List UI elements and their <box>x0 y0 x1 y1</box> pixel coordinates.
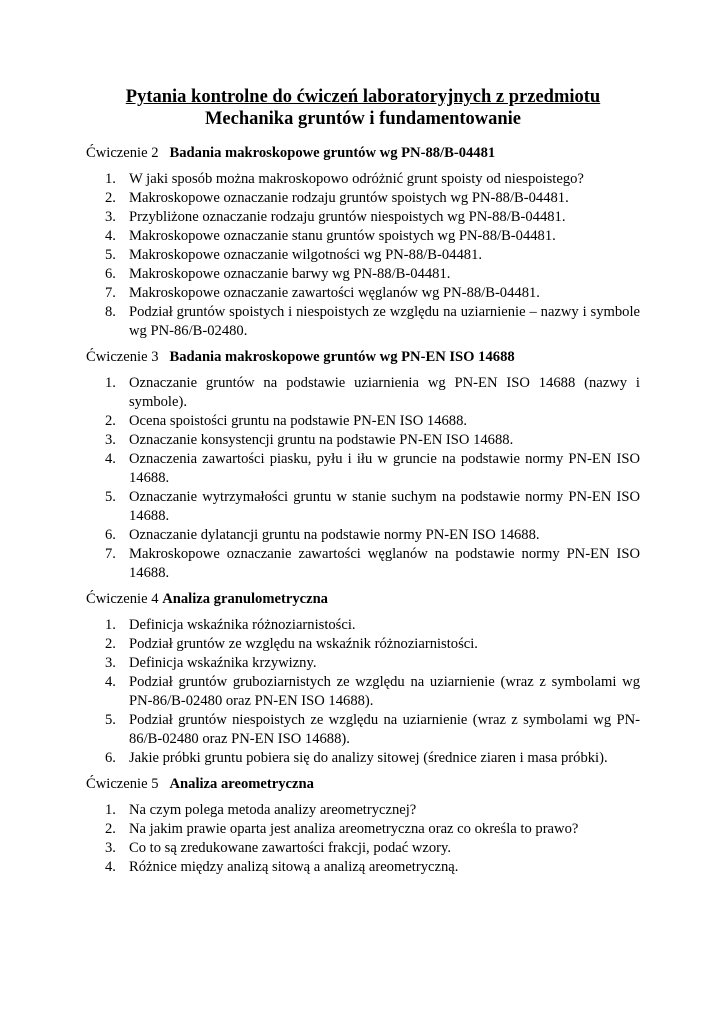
question-number: 6. <box>105 750 116 766</box>
question-text: Podział gruntów niespoistych ze względu na uziarnienie (wraz z symbolami wg PN-86/B-02480 oraz PN-EN ISO 14688). <box>129 712 640 747</box>
question-number: 2. <box>105 413 116 429</box>
question-number: 6. <box>105 266 116 282</box>
question-item <box>105 170 640 189</box>
question-item <box>105 858 640 877</box>
question-number: 7. <box>105 546 116 562</box>
question-number: 7. <box>105 285 116 301</box>
question-text: Makroskopowe oznaczanie rodzaju gruntów spoistych wg PN-88/B-04481. <box>129 190 569 206</box>
question-text: Oznaczanie dylatancji gruntu na podstawie normy PN-EN ISO 14688. <box>129 527 540 543</box>
question-item <box>105 749 640 768</box>
question-number: 4. <box>105 228 116 244</box>
question-item <box>105 488 640 526</box>
question-item <box>105 189 640 208</box>
question-text: Podział gruntów spoistych i niespoistych ze względu na uziarnienie – nazwy i symbole wg PN-86/B-02480. <box>129 304 640 339</box>
question-number: 4. <box>105 674 116 690</box>
question-item <box>105 635 640 654</box>
question-list <box>86 374 640 583</box>
question-text: Podział gruntów gruboziarnistych ze względu na uziarnienie (wraz z symbolami wg PN-86/B-02480 oraz PN-EN ISO 14688). <box>129 674 640 709</box>
question-text: Oznaczanie wytrzymałości gruntu w stanie suchym na podstawie normy PN-EN ISO 14688. <box>129 489 640 524</box>
section-heading <box>86 775 640 794</box>
section-name: Badania makroskopowe gruntów wg PN-EN ISO 14688 <box>169 349 515 365</box>
question-number: 4. <box>105 451 116 467</box>
question-number: 2. <box>105 636 116 652</box>
question-number: 1. <box>105 802 116 818</box>
section-heading <box>86 144 640 163</box>
question-text: Makroskopowe oznaczanie zawartości węglanów na podstawie normy PN-EN ISO 14688. <box>129 546 640 581</box>
exercise-section <box>86 590 640 768</box>
question-item <box>105 711 640 749</box>
question-item <box>105 820 640 839</box>
sections-container <box>86 144 640 877</box>
section-label: Ćwiczenie 5 <box>86 776 159 792</box>
title-line-1: Pytania kontrolne do ćwiczeń laboratoryjnych z przedmiotu <box>125 87 601 107</box>
question-text: Jakie próbki gruntu pobiera się do analizy sitowej (średnice ziaren i masa próbki). <box>129 750 608 766</box>
question-text: Makroskopowe oznaczanie barwy wg PN-88/B-04481. <box>129 266 451 282</box>
question-text: Ocena spoistości gruntu na podstawie PN-EN ISO 14688. <box>129 413 468 429</box>
section-name: Analiza areometryczna <box>169 776 314 792</box>
question-text: W jaki sposób można makroskopowo odróżnić grunt spoisty od niespoistego? <box>129 171 584 187</box>
question-number: 1. <box>105 375 116 391</box>
question-item <box>105 801 640 820</box>
question-item <box>105 208 640 227</box>
question-item <box>105 431 640 450</box>
question-number: 8. <box>105 304 116 320</box>
question-number: 4. <box>105 859 116 875</box>
section-label: Ćwiczenie 3 <box>86 349 159 365</box>
question-number: 5. <box>105 712 116 728</box>
exercise-section <box>86 348 640 583</box>
question-item <box>105 246 640 265</box>
question-item <box>105 265 640 284</box>
question-number: 1. <box>105 617 116 633</box>
question-number: 5. <box>105 247 116 263</box>
question-text: Makroskopowe oznaczanie wilgotności wg PN-88/B-04481. <box>129 247 483 263</box>
question-item <box>105 303 640 341</box>
question-item <box>105 526 640 545</box>
title-line-2: Mechanika gruntów i fundamentowanie <box>204 109 522 129</box>
question-item <box>105 450 640 488</box>
question-number: 3. <box>105 840 116 856</box>
question-text: Definicja wskaźnika krzywizny. <box>129 655 317 671</box>
section-name: Analiza granulometryczna <box>162 591 328 607</box>
question-number: 2. <box>105 190 116 206</box>
question-item <box>105 412 640 431</box>
question-item <box>105 227 640 246</box>
question-number: 1. <box>105 171 116 187</box>
question-number: 3. <box>105 432 116 448</box>
section-name: Badania makroskopowe gruntów wg PN-88/B-04481 <box>169 145 496 161</box>
question-item <box>105 839 640 858</box>
question-text: Oznaczanie konsystencji gruntu na podstawie PN-EN ISO 14688. <box>129 432 514 448</box>
question-text: Makroskopowe oznaczanie stanu gruntów spoistych wg PN-88/B-04481. <box>129 228 556 244</box>
question-text: Oznaczenia zawartości piasku, pyłu i iłu w gruncie na podstawie normy PN-EN ISO 14688. <box>129 451 640 486</box>
section-label: Ćwiczenie 4 <box>86 591 159 607</box>
question-text: Makroskopowe oznaczanie zawartości węglanów wg PN-88/B-04481. <box>129 285 540 301</box>
section-label: Ćwiczenie 2 <box>86 145 159 161</box>
document-title <box>86 86 640 130</box>
question-item <box>105 654 640 673</box>
question-text: Co to są zredukowane zawartości frakcji, podać wzory. <box>129 840 452 856</box>
question-item <box>105 673 640 711</box>
question-text: Definicja wskaźnika różnoziarnistości. <box>129 617 356 633</box>
section-heading <box>86 590 640 609</box>
question-number: 3. <box>105 655 116 671</box>
question-item <box>105 616 640 635</box>
exercise-section <box>86 144 640 341</box>
question-list <box>86 170 640 341</box>
question-text: Różnice między analizą sitową a analizą areometryczną. <box>129 859 459 875</box>
question-list <box>86 616 640 768</box>
question-number: 6. <box>105 527 116 543</box>
question-text: Podział gruntów ze względu na wskaźnik różnoziarnistości. <box>129 636 478 652</box>
question-list <box>86 801 640 877</box>
question-item <box>105 284 640 303</box>
question-text: Na czym polega metoda analizy areometrycznej? <box>129 802 417 818</box>
section-heading <box>86 348 640 367</box>
question-text: Na jakim prawie oparta jest analiza areometryczna oraz co określa to prawo? <box>129 821 579 837</box>
exercise-section <box>86 775 640 877</box>
question-item <box>105 545 640 583</box>
question-item <box>105 374 640 412</box>
question-text: Oznaczanie gruntów na podstawie uziarnienia wg PN-EN ISO 14688 (nazwy i symbole). <box>129 375 640 410</box>
question-number: 5. <box>105 489 116 505</box>
question-text: Przybliżone oznaczanie rodzaju gruntów niespoistych wg PN-88/B-04481. <box>129 209 566 225</box>
question-number: 2. <box>105 821 116 837</box>
question-number: 3. <box>105 209 116 225</box>
